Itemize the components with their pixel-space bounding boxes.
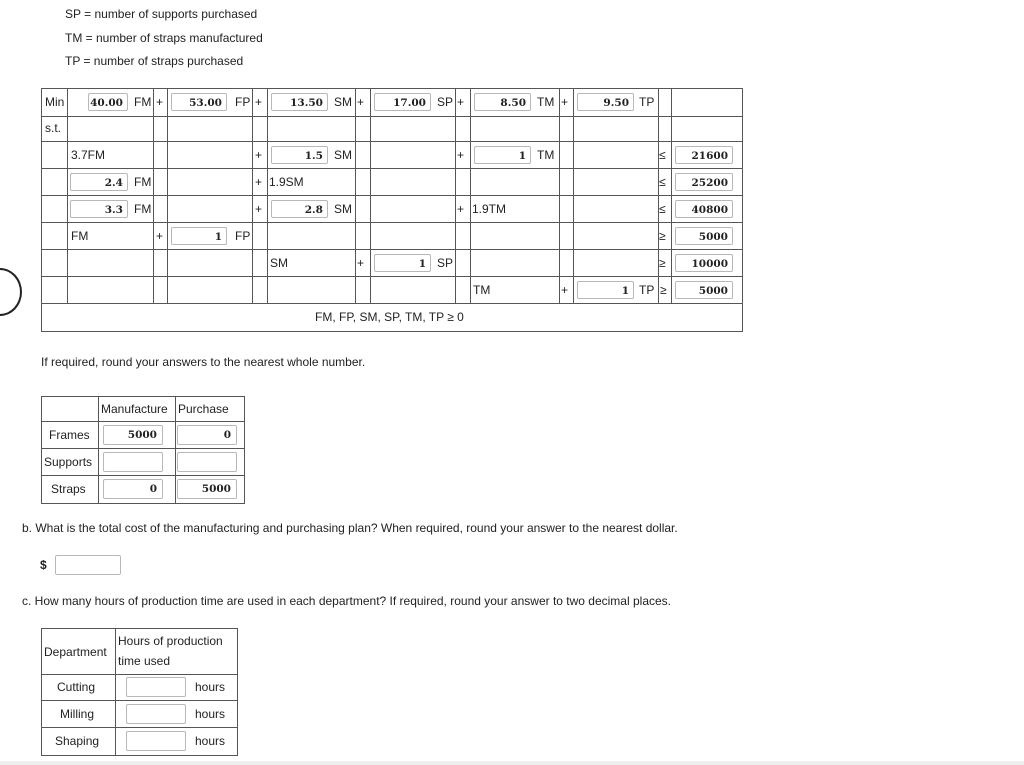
constraint-3-fm-var: FM [134,202,152,216]
plus-sign: + [255,148,263,162]
plus-sign: + [156,229,164,243]
row-label-shaping: Shaping [55,734,100,748]
hours-unit: hours [195,680,226,694]
hours-unit: hours [195,707,226,721]
header-manufacture: Manufacture [101,402,168,416]
constraint-1-fm-term: 3.7FM [71,148,106,162]
objective-var-fm: FM [134,95,152,109]
objective-var-tm: TM [537,95,555,109]
objective-coef-sm[interactable]: 13.50 [271,93,328,111]
constraint-6-sign: ≥ [660,283,667,297]
supports-purchase-input[interactable] [177,452,237,472]
constraint-3-sign: ≤ [659,202,666,216]
plus-sign: + [457,202,465,216]
frames-purchase-input[interactable]: 0 [177,425,237,445]
constraint-4-sign: ≥ [659,229,666,243]
circle-decoration [0,268,22,316]
constraint-3-sm-coef[interactable]: 2.8 [271,200,328,218]
definition-sp: SP = number of supports purchased [65,7,258,21]
plus-sign: + [357,95,365,109]
constraint-1-sign: ≤ [659,148,666,162]
hours-table [41,628,238,756]
hours-unit: hours [195,734,226,748]
frames-manufacture-input[interactable]: 5000 [103,425,163,445]
constraint-4-fm-term: FM [71,229,89,243]
header-department: Department [44,645,107,659]
constraint-6-tm-term: TM [473,283,491,297]
plus-sign: + [255,202,263,216]
objective-var-sm: SM [334,95,352,109]
constraint-6-tp-coef[interactable]: 1 [577,281,634,299]
row-label-straps: Straps [51,482,86,496]
row-label-cutting: Cutting [57,680,96,694]
constraint-5-sm-term: SM [270,256,288,270]
row-label-milling: Milling [60,707,95,721]
plus-sign: + [255,95,263,109]
question-c: c. How many hours of production time are used in each department? If required, round your answer to two decimal places. [22,594,672,608]
constraint-1-sm-var: SM [334,148,352,162]
objective-coef-sp[interactable]: 17.00 [374,93,431,111]
total-cost-input[interactable] [55,555,121,575]
lp-model-table [41,88,743,332]
constraint-2-rhs[interactable]: 25200 [675,173,733,191]
plus-sign: + [357,256,365,270]
nonnegativity-constraint: FM, FP, SM, SP, TM, TP ≥ 0 [315,310,464,324]
header-purchase: Purchase [178,402,229,416]
constraint-2-fm-coef[interactable]: 2.4 [70,173,128,191]
objective-coef-fm[interactable]: 40.00 [88,93,128,111]
objective-var-tp: TP [639,95,655,109]
constraint-3-tm-term: 1.9TM [472,202,507,216]
constraint-3-sm-var: SM [334,202,352,216]
constraint-4-fp-coef[interactable]: 1 [171,227,227,245]
constraint-5-sp-var: SP [437,256,454,270]
plus-sign: + [561,283,569,297]
supports-manufacture-input[interactable] [103,452,163,472]
row-label-supports: Supports [44,455,93,469]
plus-sign: + [457,148,465,162]
constraint-4-rhs[interactable]: 5000 [675,227,733,245]
header-hours-line2: time used [118,654,171,668]
constraint-2-fm-var: FM [134,175,152,189]
shaping-hours-input[interactable] [126,731,186,751]
constraint-2-sm-term: 1.9SM [269,175,304,189]
constraint-4-fp-var: FP [235,229,251,243]
constraint-1-rhs[interactable]: 21600 [675,146,733,164]
constraint-6-tp-var: TP [639,283,655,297]
currency-symbol: $ [40,558,47,572]
constraint-3-fm-coef[interactable]: 3.3 [70,200,128,218]
constraint-5-sp-coef[interactable]: 1 [374,254,431,272]
milling-hours-input[interactable] [126,704,186,724]
question-b: b. What is the total cost of the manufacturing and purchasing plan? When required, round your answer to the nearest dollar. [22,521,678,535]
definition-tm: TM = number of straps manufactured [65,30,263,45]
constraint-6-rhs[interactable]: 5000 [675,281,733,299]
st-label: s.t. [45,121,62,135]
cutting-hours-input[interactable] [126,677,186,697]
plus-sign: + [561,95,569,109]
plan-table [41,396,245,504]
plus-sign: + [255,175,263,189]
rounding-note: If required, round your answers to the nearest whole number. [41,355,366,369]
constraint-1-tm-coef[interactable]: 1 [474,146,531,164]
objective-label: Min [45,95,65,109]
plus-sign: + [156,95,164,109]
straps-purchase-input[interactable]: 5000 [177,479,237,499]
straps-manufacture-input[interactable]: 0 [103,479,163,499]
constraint-5-sign: ≥ [659,256,666,270]
definition-tp: TP = number of straps purchased [65,54,244,68]
objective-var-fp: FP [235,95,251,109]
constraint-3-rhs[interactable]: 40800 [675,200,733,218]
objective-coef-fp[interactable]: 53.00 [171,93,227,111]
header-hours-line1: Hours of production [118,634,223,648]
row-label-frames: Frames [49,428,90,442]
objective-coef-tp[interactable]: 9.50 [577,93,634,111]
objective-var-sp: SP [437,95,454,109]
plus-sign: + [457,95,465,109]
constraint-1-sm-coef[interactable]: 1.5 [271,146,328,164]
objective-coef-tm[interactable]: 8.50 [474,93,531,111]
bottom-divider [0,761,1024,765]
constraint-1-tm-var: TM [537,148,555,162]
variable-definitions [65,3,263,74]
constraint-2-sign: ≤ [659,175,666,189]
constraint-5-rhs[interactable]: 10000 [675,254,733,272]
